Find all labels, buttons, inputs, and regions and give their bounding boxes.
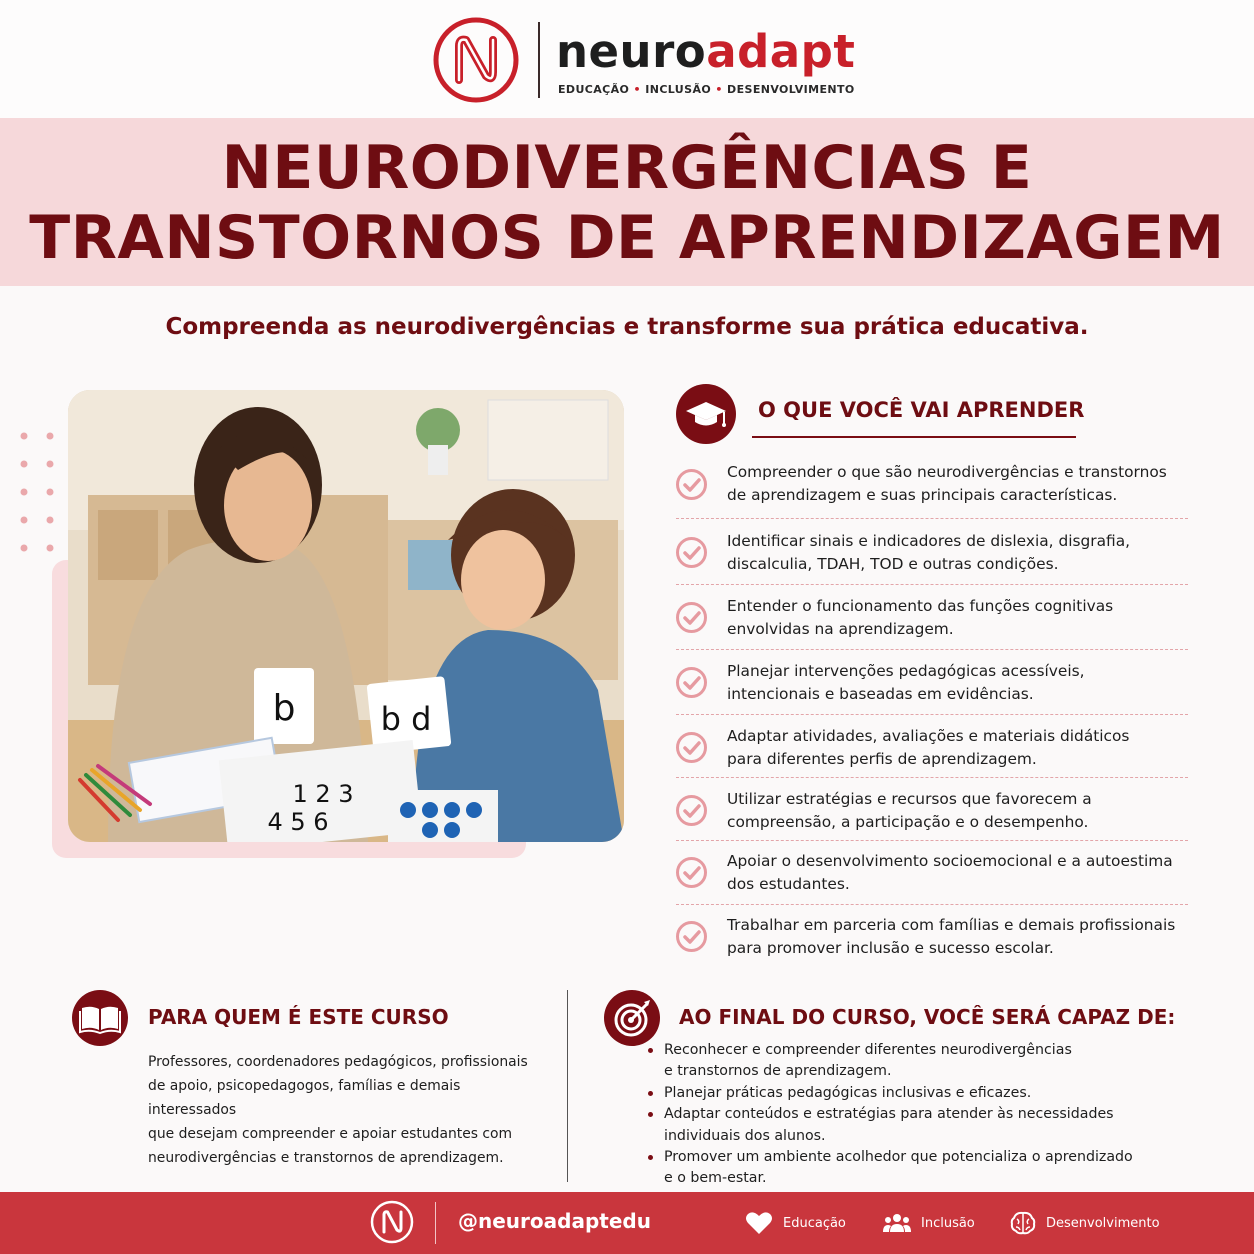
final-item-line: Reconhecer e compreender diferentes neurodivergências <box>664 1042 1072 1058</box>
page-subtitle: Compreenda as neurodivergências e transforme sua prática educativa. <box>165 314 1089 340</box>
section-divider <box>567 990 568 1182</box>
header-divider <box>538 22 540 98</box>
letter-card-b: b <box>272 688 296 729</box>
tagline-item: EDUCAÇÃO <box>558 83 630 96</box>
graduation-cap-icon <box>676 384 736 444</box>
check-circle-icon <box>676 921 707 952</box>
learn-item-line: para diferentes perfis de aprendizagem. <box>727 750 1037 768</box>
decorative-dots <box>18 430 62 554</box>
list-item <box>664 1083 1194 1104</box>
learn-item-line: envolvidas na aprendizagem. <box>727 620 954 638</box>
target-icon <box>604 990 660 1046</box>
people-group-icon <box>883 1212 911 1234</box>
footer-pill-label: Desenvolvimento <box>1046 1215 1160 1231</box>
open-book-icon <box>72 990 128 1046</box>
list-item <box>664 1147 1194 1190</box>
learn-title-underline <box>752 436 1076 438</box>
check-circle-icon <box>676 732 707 763</box>
check-circle-icon <box>676 469 707 500</box>
learn-item-line: discalculia, TDAH, TOD e outras condições. <box>727 555 1059 573</box>
list-item <box>676 519 1188 585</box>
who-line: que desejam compreender e apoiar estudantes com <box>148 1126 513 1142</box>
final-item-line: e o bem-estar. <box>664 1170 767 1187</box>
who-line: neurodivergências e transtornos de aprendizagem. <box>148 1150 504 1166</box>
list-item <box>676 460 1188 519</box>
list-item <box>664 1040 1194 1083</box>
final-section-title: AO FINAL DO CURSO, VOCÊ SERÁ CAPAZ DE: <box>679 1005 1176 1029</box>
final-list <box>664 1040 1194 1190</box>
brand-name-part1: neuro <box>556 25 707 78</box>
footer-pill-inclusao <box>883 1210 975 1236</box>
learn-item-line: Utilizar estratégias e recursos que favorecem a <box>727 790 1092 808</box>
learn-item-line: de aprendizagem e suas principais características. <box>727 486 1118 504</box>
footer-divider <box>435 1202 436 1244</box>
who-line: Professores, coordenadores pedagógicos, profissionais <box>148 1054 528 1070</box>
who-line: de apoio, psicopedagogos, famílias e demais interessados <box>148 1078 461 1118</box>
footer-pill-label: Educação <box>783 1215 846 1231</box>
page-title-line1: NEURODIVERGÊNCIAS E <box>221 133 1033 203</box>
n-circle-logo-icon <box>370 1200 414 1244</box>
learn-item-line: Entender o funcionamento das funções cognitivas <box>727 597 1114 615</box>
learn-item-line: Planejar intervenções pedagógicas acessíveis, <box>727 662 1085 680</box>
learn-item-line: Trabalhar em parceria com famílias e demais profissionais <box>727 916 1176 934</box>
learn-item-line: dos estudantes. <box>727 875 850 893</box>
final-item-line: Promover um ambiente acolhedor que potencializa o aprendizado <box>664 1149 1133 1166</box>
brand-tagline <box>558 83 855 96</box>
n-circle-logo-icon <box>432 16 520 104</box>
learn-section-title: O QUE VOCÊ VAI APRENDER <box>758 398 1085 422</box>
check-circle-icon <box>676 602 707 633</box>
list-item <box>664 1104 1194 1147</box>
number-row-1: 1 2 3 <box>292 780 354 808</box>
final-item-line: e transtornos de aprendizagem. <box>664 1063 892 1080</box>
heart-icon <box>745 1210 773 1236</box>
final-item-line: Adaptar conteúdos e estratégias para atender às necessidades <box>664 1106 1114 1123</box>
learn-item-line: compreensão, a participação e o desempenho. <box>727 813 1089 831</box>
page-title-line2: TRANSTORNOS DE APRENDIZAGEM <box>29 203 1225 273</box>
check-circle-icon <box>676 857 707 888</box>
tagline-item: INCLUSÃO <box>645 83 712 96</box>
brain-icon <box>1010 1210 1036 1236</box>
photo-illustration <box>68 390 624 842</box>
learn-list <box>676 460 1188 965</box>
list-item <box>676 585 1188 650</box>
footer-pill-desenvolvimento <box>1010 1210 1160 1236</box>
learn-item-line: para promover inclusão e sucesso escolar. <box>727 939 1054 957</box>
learn-item-line: intencionais e baseadas em evidências. <box>727 685 1034 703</box>
tagline-dot: • <box>715 83 723 96</box>
header <box>0 0 1254 118</box>
teacher-child-photo <box>68 390 624 842</box>
tagline-item: DESENVOLVIMENTO <box>727 83 855 96</box>
list-item <box>676 841 1188 905</box>
check-circle-icon <box>676 537 707 568</box>
who-section-title: PARA QUEM É ESTE CURSO <box>148 1005 449 1029</box>
learn-item-line: Compreender o que são neurodivergências e transtornos <box>727 463 1167 481</box>
social-handle-link[interactable]: @neuroadaptedu <box>458 1209 651 1233</box>
final-item-line: individuais dos alunos. <box>664 1127 826 1144</box>
list-item <box>676 650 1188 715</box>
list-item <box>676 905 1188 965</box>
list-item <box>676 715 1188 778</box>
footer-pill-label: Inclusão <box>921 1215 975 1231</box>
who-description <box>148 1050 548 1170</box>
learn-item-line: Adaptar atividades, avaliações e materiais didáticos <box>727 727 1130 745</box>
tagline-dot: • <box>633 83 641 96</box>
footer-pill-educacao <box>745 1210 846 1236</box>
number-row-2: 4 5 6 <box>267 808 329 836</box>
brand-name <box>556 26 855 78</box>
footer <box>0 1192 1254 1254</box>
learn-item-line: Apoiar o desenvolvimento socioemocional e a autoestima <box>727 852 1173 870</box>
list-item <box>676 778 1188 841</box>
brand-name-part2: adapt <box>706 25 856 78</box>
check-circle-icon <box>676 667 707 698</box>
letter-card-bd: b d <box>380 700 432 738</box>
check-circle-icon <box>676 795 707 826</box>
final-item-line: Planejar práticas pedagógicas inclusivas e eficazes. <box>664 1084 1032 1101</box>
learn-item-line: Identificar sinais e indicadores de dislexia, disgrafia, <box>727 532 1131 550</box>
